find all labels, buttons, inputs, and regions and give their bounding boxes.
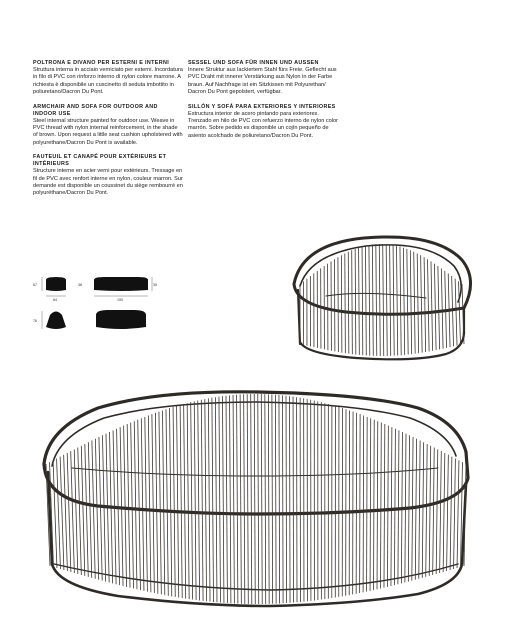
sofa-weave [46, 394, 466, 604]
dim-armchair-height: 67 [33, 283, 37, 287]
sofa-image [38, 388, 476, 614]
dimension-drawings [30, 275, 160, 345]
heading-spanish: SILLÓN Y SOFÁ PARA EXTERIORES Y INTERIORES [188, 103, 336, 110]
body-english: Steel internal structure painted for outdoor use. Weave in PVC thread with nylon internal reinforcement, in the shade of brown. Upon request a little seat cushion upholstered with polyurethane/Dacron Du Pont is available. [33, 117, 183, 146]
heading-english: ARMCHAIR AND SOFA FOR OUTDOOR AND INDOOR USE [33, 103, 158, 117]
heading-french: FAUTEUIL ET CANAPÉ POUR EXTÉRIEURS ET INTÉRIEURS [33, 154, 167, 168]
section-english [33, 104, 183, 148]
section-german [188, 60, 338, 97]
sofa-top-thumb [96, 310, 146, 329]
dim-sofa-width: 190 [117, 298, 123, 302]
body-french: Structure interne en acier verni pour extérieurs. Tressage en fil de PVC avec renfort interne en nylon, couleur marron. Sur demande est disponible un coussinet du siège rembourré en polyuréthane/Dacron Du Pont. [33, 168, 183, 197]
armchair-front-thumb [46, 277, 66, 291]
body-italian: Struttura interna in acciaio verniciato per esterni. Incordatura in filo di PVC con rinforzo interno di nylon colore marrone. A richiesta è disponibile un cuscinetto di seduta imbottito in poliuretano/Dacron Du Pont. [33, 67, 183, 96]
dim-sofa-height: 36 [78, 283, 82, 287]
heading-german: SESSEL UND SOFA FÜR INNEN UND AUSSEN [188, 60, 319, 66]
body-spanish: Estructura interior de acero pintando para exteriores. Trenzado en hilo de PVC con refuerzo interno de nylon color marrón. Sobre pedido es disponible un cojín pequeño de asiento acolchado de poliuretano/Dacron Du Pont. [188, 110, 338, 139]
dim-sofa-side: 35 [153, 283, 157, 287]
section-italian [33, 60, 183, 97]
text-column-right [188, 60, 338, 147]
sofa-front-thumb [94, 277, 148, 291]
text-column-left [33, 60, 183, 205]
dim-armchair-width: 84 [53, 298, 57, 302]
armchair-top-thumb [46, 312, 66, 330]
body-german: Innere Struktur aus lackiertem Stahl fürs Freie. Geflecht aus PVC Draht mit innerer Verstärkung aus Nylon in der Farbe braun. Auf Nachfrage ist ein Sitzkissen mit Polyurethan/ Dacron Du Pont gepolstert, verfügbar. [188, 67, 337, 96]
dim-armchair-depth: 76 [33, 319, 37, 323]
armchair-image [286, 232, 482, 382]
heading-italian: POLTRONA E DIVANO PER ESTERNI E INTERNI [33, 60, 170, 66]
section-spanish [188, 104, 338, 141]
section-french [33, 154, 183, 198]
armchair-weave [300, 244, 464, 356]
dimension-diagram [30, 275, 160, 345]
